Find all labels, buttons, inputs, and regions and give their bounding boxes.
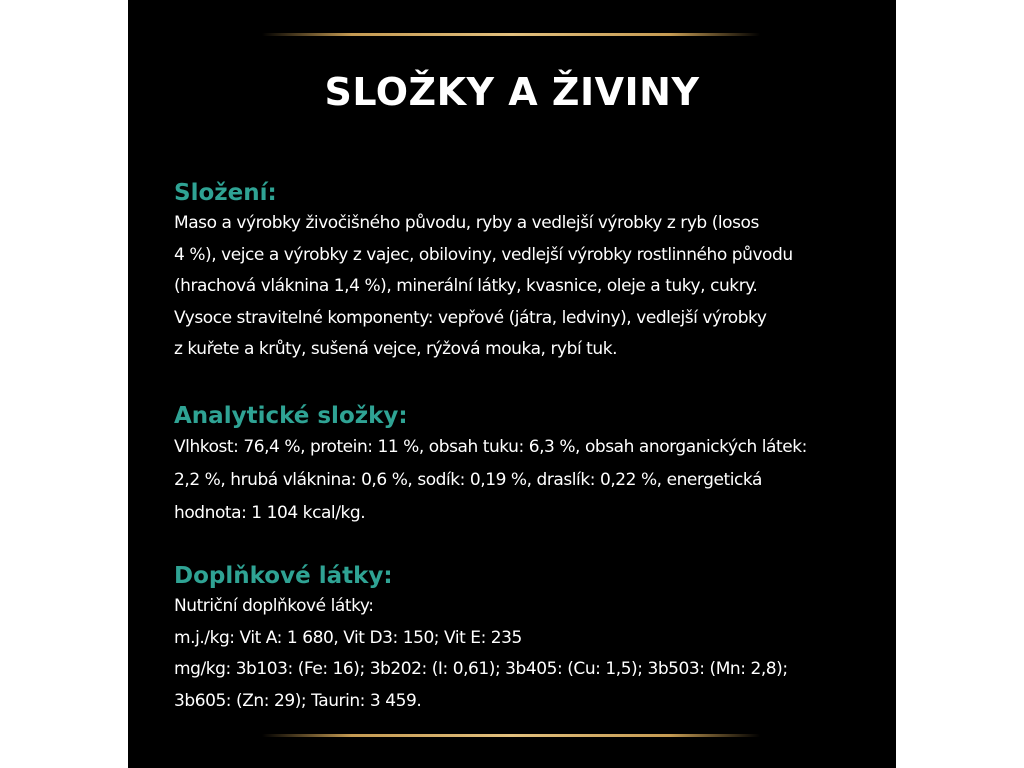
additives-line: 3b605: (Zn: 29); Taurin: 3 459. xyxy=(174,690,422,711)
ingredients-panel xyxy=(128,0,896,768)
composition-line: Vysoce stravitelné komponenty: vepřové (játra, ledviny), vedlejší výrobky xyxy=(174,307,767,328)
additives-line: mg/kg: 3b103: (Fe: 16); 3b202: (I: 0,61); 3b405: (Cu: 1,5); 3b503: (Mn: 2,8); xyxy=(174,659,788,679)
composition-section xyxy=(174,178,874,366)
analytical-line: Vlhkost: 76,4 %, protein: 11 %, obsah tuku: 6,3 %, obsah anorganických látek: xyxy=(174,437,807,457)
composition-line: (hrachová vláknina 1,4 %), minerální látky, kvasnice, oleje a tuky, cukry. xyxy=(174,276,758,296)
page-title: SLOŽKY A ŽIVINY xyxy=(324,70,700,114)
composition-heading: Složení: xyxy=(174,180,277,206)
composition-line: 4 %), vejce a výrobky z vajec, obiloviny, vedlejší výrobky rostlinného původu xyxy=(174,244,793,265)
additives-section xyxy=(174,561,874,717)
additives-line: m.j./kg: Vit A: 1 680, Vit D3: 150; Vit E: 235 xyxy=(174,627,522,648)
composition-line: Maso a výrobky živočišného původu, ryby a vedlejší výrobky z ryb (losos xyxy=(174,213,759,233)
top-gold-divider xyxy=(262,33,760,36)
additives-line: Nutriční doplňkové látky: xyxy=(174,596,374,616)
analytical-line: 2,2 %, hrubá vláknina: 0,6 %, sodík: 0,19 %, draslík: 0,22 %, energetická xyxy=(174,470,762,490)
analytical-heading: Analytické složky: xyxy=(174,403,408,429)
analytical-section xyxy=(174,401,874,530)
additives-heading: Doplňkové látky: xyxy=(174,563,393,589)
bottom-gold-divider xyxy=(262,734,760,737)
analytical-line: hodnota: 1 104 kcal/kg. xyxy=(174,503,366,523)
composition-line: z kuřete a krůty, sušená vejce, rýžová mouka, rybí tuk. xyxy=(174,339,618,359)
